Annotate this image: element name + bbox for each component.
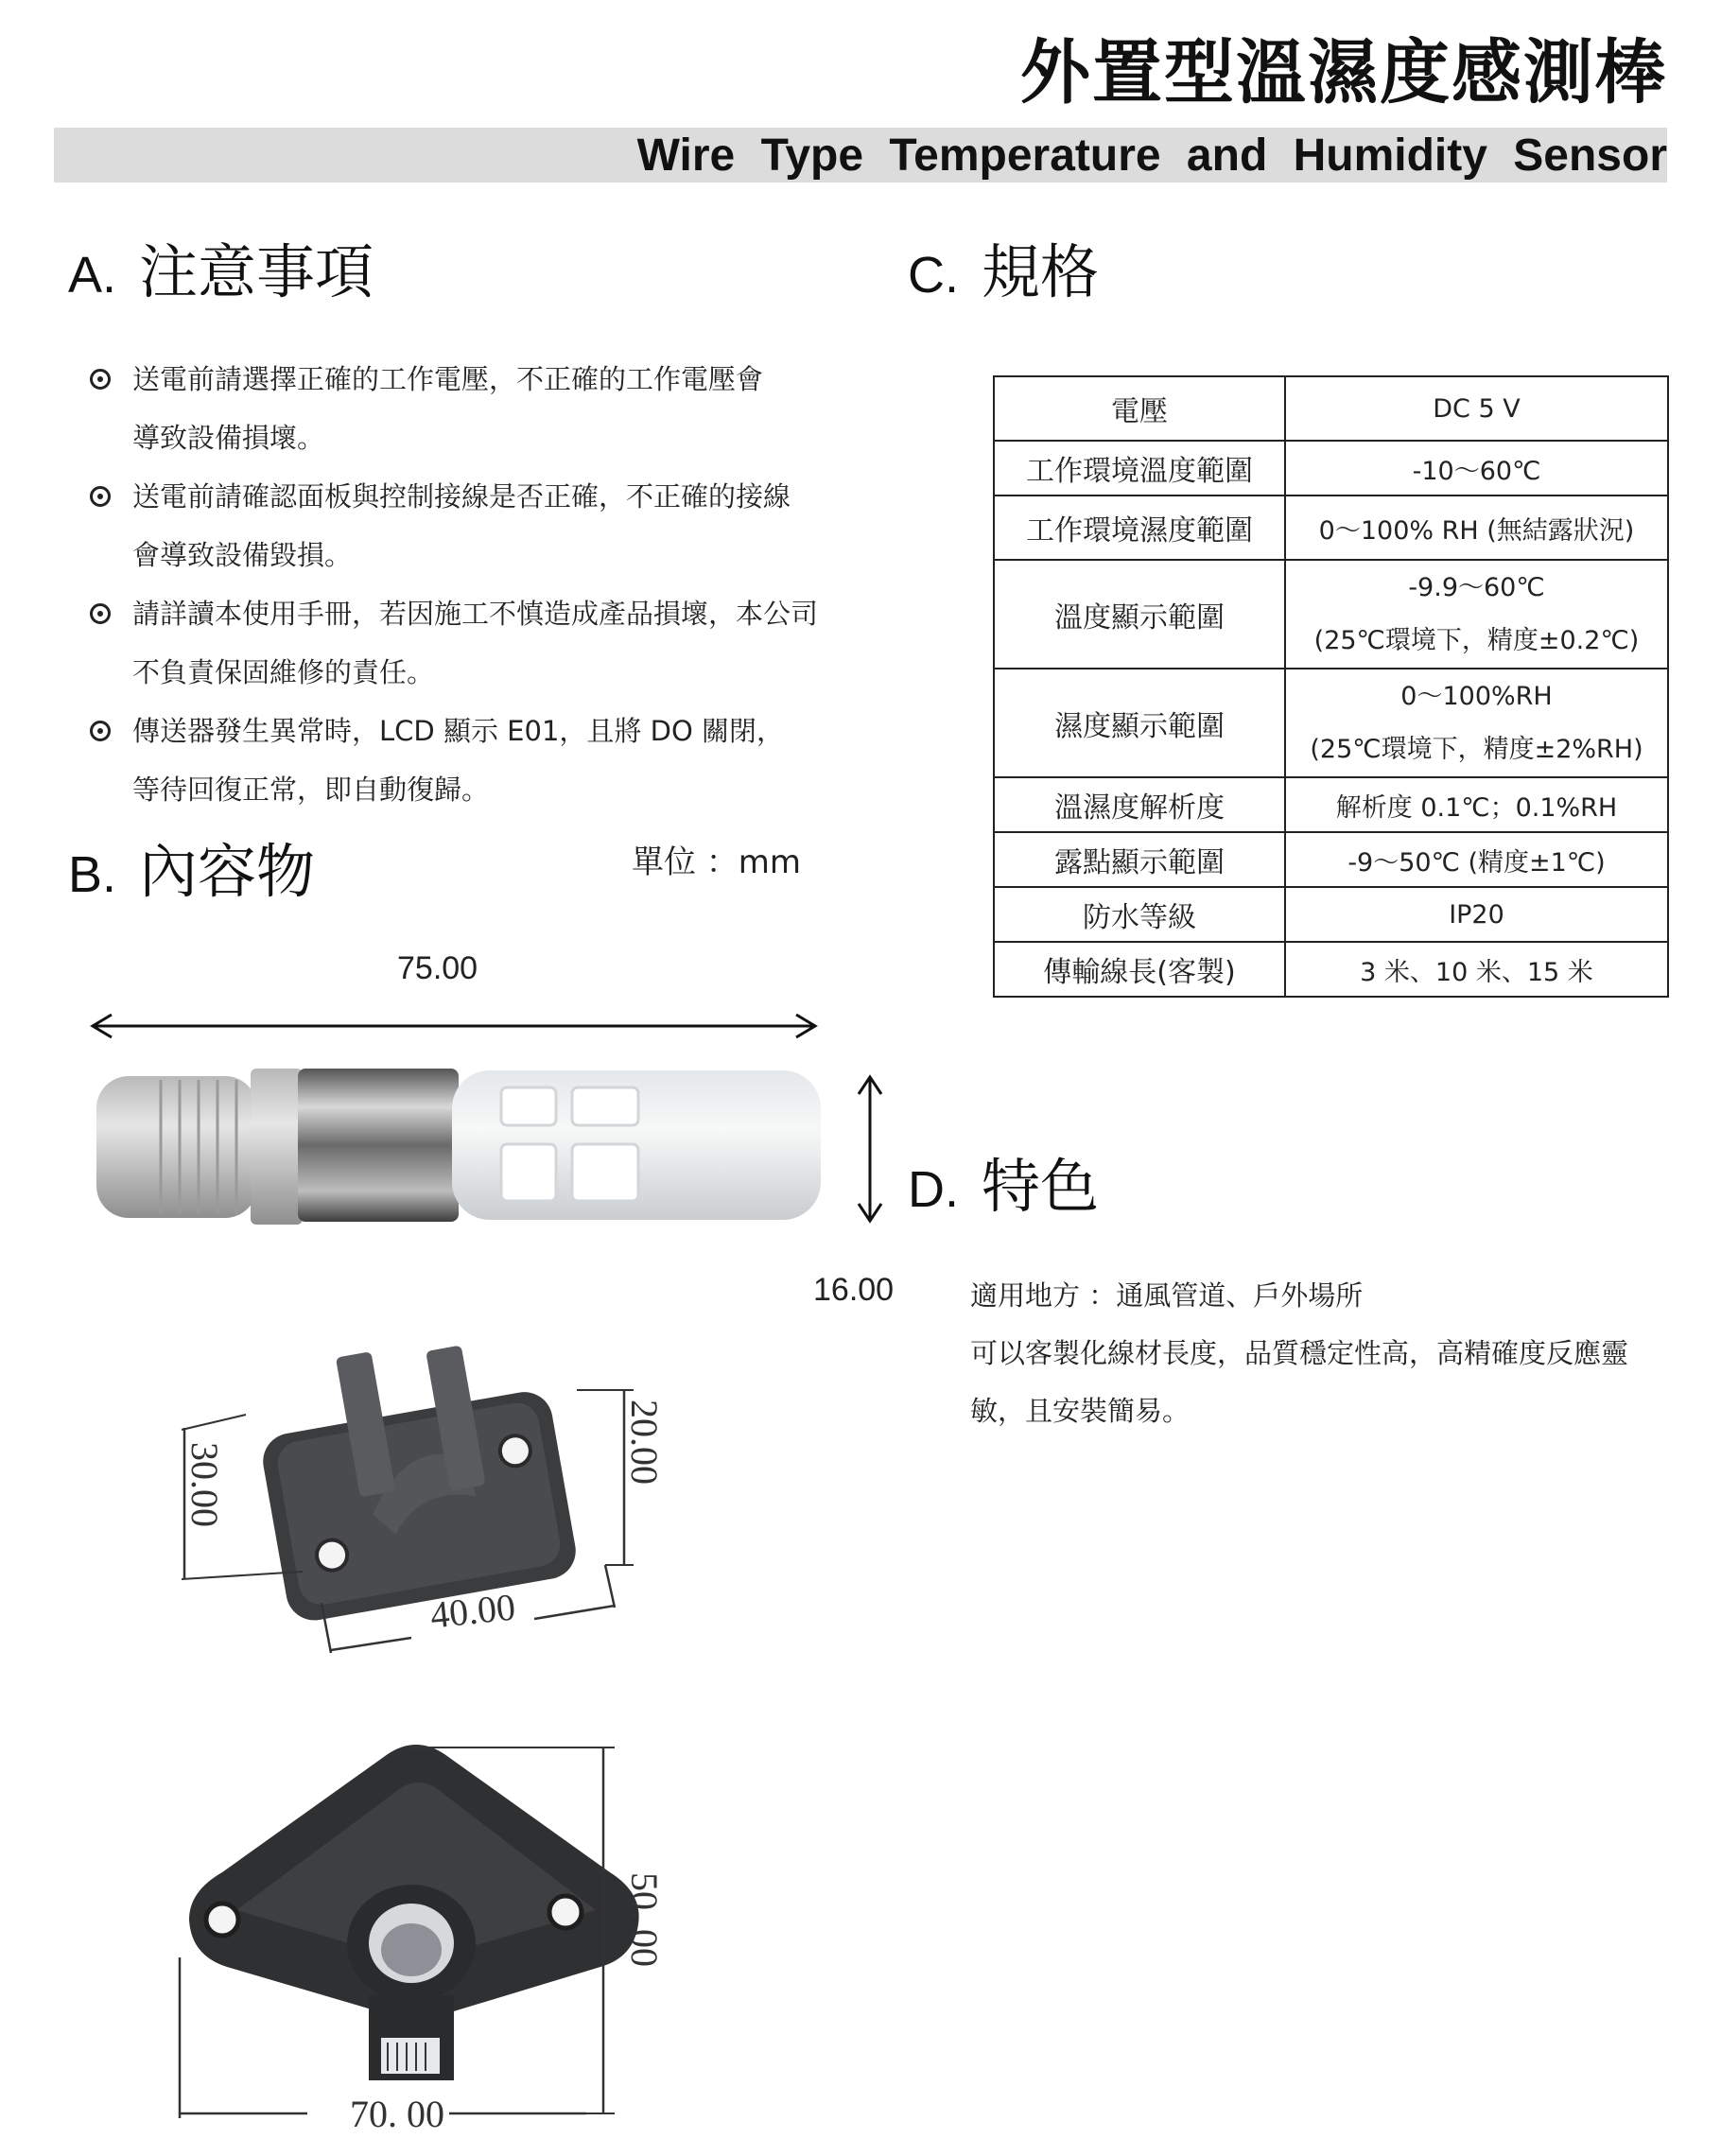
notice-item [90, 350, 875, 467]
bullet-icon [90, 486, 111, 507]
spec-row [994, 832, 1668, 887]
spec-row [994, 441, 1668, 496]
section-c-heading [908, 225, 1099, 309]
feature-text [970, 1267, 1689, 1440]
spec-key: 濕度顯示範圍 [994, 669, 1285, 777]
sensor-diameter-label: 16.00 [813, 1272, 895, 1308]
section-d-heading [908, 1139, 1099, 1224]
spec-key: 工作環境溫度範圍 [994, 441, 1285, 496]
unit-label: 單位 ：mm [632, 843, 802, 881]
spec-value: -9.9～60℃ [1408, 572, 1545, 602]
notice-line: 導致設備損壞。 [132, 422, 325, 454]
section-b-title: 內容物 [139, 837, 316, 906]
diameter-dimension-arrow [851, 1073, 889, 1225]
length-dimension-arrow [87, 1010, 821, 1042]
section-b-letter: B. [68, 846, 117, 903]
section-b-heading [68, 825, 315, 909]
bracket2-width-label: 70. 00 [350, 2093, 444, 2135]
spec-key: 傳輸線長(客製) [994, 942, 1285, 997]
sensor-probe-image [95, 1059, 823, 1229]
bullet-icon [90, 369, 111, 390]
spec-row [994, 942, 1668, 997]
bullet-icon [90, 721, 111, 741]
spec-row [994, 560, 1668, 669]
section-a-heading [68, 225, 374, 309]
notice-line: 送電前請確認面板與控制接線是否正確，不正確的接線 [132, 480, 791, 513]
notice-line: 等待回復正常，即自動復歸。 [132, 774, 490, 806]
spec-key: 防水等級 [994, 887, 1285, 942]
spec-row [994, 376, 1668, 441]
notice-line: 請詳讀本使用手冊，若因施工不慎造成產品損壞，本公司 [132, 598, 819, 630]
notice-item [90, 702, 875, 819]
section-a-letter: A. [68, 247, 117, 304]
spec-key: 露點顯示範圍 [994, 832, 1285, 887]
bracket1-depth-label: 30.00 [183, 1442, 226, 1527]
spec-value-note: (25℃環境下，精度±2%RH) [1310, 734, 1643, 764]
spec-key: 溫度顯示範圍 [994, 560, 1285, 669]
notice-item [90, 467, 875, 584]
sensor-length-label: 75.00 [397, 950, 478, 986]
notice-line: 傳送器發生異常時，LCD 顯示 E01，且將 DO 關閉， [132, 715, 784, 747]
section-d-title: 特色 [982, 1152, 1100, 1221]
spec-key: 電壓 [994, 376, 1285, 441]
spec-value: 0～100%RH [1400, 681, 1553, 711]
spec-value: DC 5 V [1285, 376, 1668, 441]
spec-value: 解析度 0.1℃；0.1%RH [1285, 777, 1668, 832]
notice-line: 不負責保固維修的責任。 [132, 656, 435, 688]
spec-row [994, 496, 1668, 560]
spec-value: 3 米、10 米、15 米 [1285, 942, 1668, 997]
section-a-title: 注意事項 [139, 237, 374, 306]
feature-line: 敏，且安裝簡易。 [970, 1395, 1191, 1427]
spec-key: 溫濕度解析度 [994, 777, 1285, 832]
section-c-letter: C. [908, 247, 959, 304]
spec-row [994, 887, 1668, 942]
feature-line: 可以客製化線材長度，品質穩定性高，高精確度反應靈 [970, 1337, 1629, 1369]
spec-row [994, 777, 1668, 832]
spec-value-cell [1285, 669, 1668, 777]
bullet-icon [90, 603, 111, 624]
spec-value-cell [1285, 560, 1668, 669]
page-title-chinese: 外置型溫濕度感測棒 [1020, 32, 1667, 113]
bracket2-dimension-lines [170, 1730, 643, 2137]
notice-item [90, 584, 875, 702]
spec-row [994, 669, 1668, 777]
notice-line: 會導致設備毀損。 [132, 539, 353, 571]
spec-table [993, 375, 1669, 998]
bracket1-width-label: 40.00 [427, 1585, 518, 1637]
section-c-title: 規格 [982, 237, 1100, 306]
page-title-english: Wire Type Temperature and Humidity Sensor [636, 130, 1667, 181]
spec-value: -9～50℃ (精度±1℃) [1285, 832, 1668, 887]
spec-value-note: (25℃環境下，精度±0.2℃) [1313, 625, 1640, 655]
spec-value: 0～100% RH (無結露狀況) [1285, 496, 1668, 560]
feature-line: 適用地方 ：通風管道、戶外場所 [970, 1279, 1364, 1312]
section-d-letter: D. [908, 1161, 959, 1218]
notice-list [90, 350, 875, 819]
spec-value: IP20 [1285, 887, 1668, 942]
wall-bracket-image [161, 1324, 690, 1674]
spec-value: -10～60℃ [1285, 441, 1668, 496]
bracket1-height-label: 20.00 [623, 1400, 666, 1485]
spec-key: 工作環境濕度範圍 [994, 496, 1285, 560]
notice-line: 送電前請選擇正確的工作電壓，不正確的工作電壓會 [132, 363, 764, 395]
bracket2-height-label: 50. 00 [623, 1872, 666, 1967]
